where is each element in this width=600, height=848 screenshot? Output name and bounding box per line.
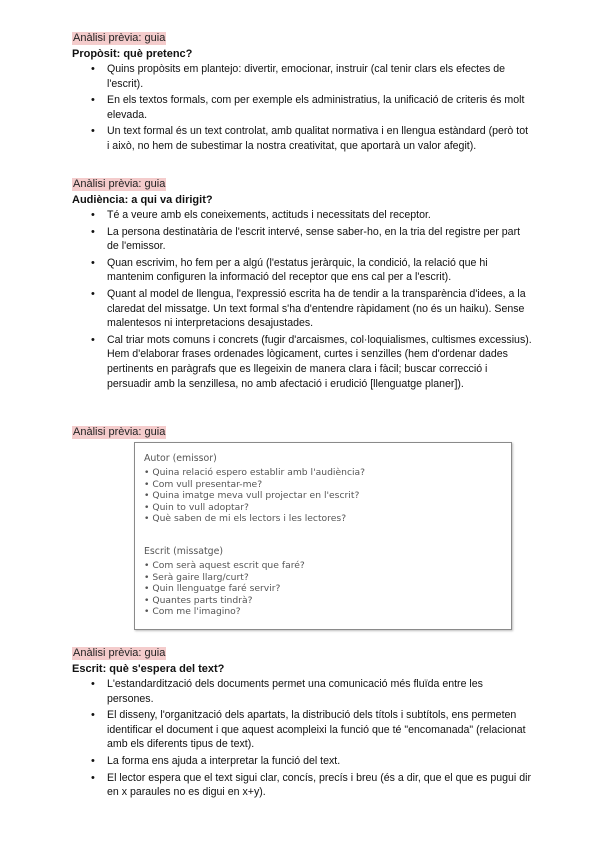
list-item: • El disseny, l'organització dels apartats, la distribució dels títols i subtítols, ens permeten identificar el document i que aquest acompleixi la funció que té "encomanada" (relacionat amb els diferents tipus de text).: [72, 708, 532, 752]
section-heading: Escrit: què s'espera del text?: [72, 663, 225, 675]
list-item: • La forma ens ajuda a interpretar la funció del text.: [72, 754, 532, 769]
figure-author-item: • Què saben de mi els lectors i les lectores?: [144, 513, 347, 525]
bullet-list: [72, 62, 532, 154]
figure-text-item: • Com serà aquest escrit que faré?: [144, 559, 305, 571]
guide-figure: [134, 442, 512, 630]
section-tag: Anàlisi prèvia: guia: [73, 426, 166, 438]
figure-text-item: • Quantes parts tindrà?: [144, 594, 253, 606]
figure-author-item: • Com vull presentar-me?: [144, 478, 263, 490]
list-item: • Un text formal és un text controlat, amb qualitat normativa i en llengua estàndard (però tot i això, no hem de subestimar la nostra creativitat, que aportarà un valor afegit).: [72, 124, 532, 153]
section-tag: Anàlisi prèvia: guia: [73, 178, 166, 190]
list-item: • Quant al model de llengua, l'expressió escrita ha de tendir a la transparència d'idees, a la claredat del missatge. Un text formal s'ha d'entendre ràpidament (no és un haiku). Sense malentesos ni interpretacions desajustades.: [72, 287, 532, 331]
bullet-list: [72, 677, 532, 800]
figure-text-title: Escrit (missatge): [144, 545, 224, 557]
list-item: • Té a veure amb els coneixements, actituds i necessitats del receptor.: [72, 208, 532, 223]
figure-author-title: Autor (emissor): [144, 453, 217, 464]
figure-text-item: • Serà gaire llarg/curt?: [144, 571, 249, 583]
figure-author-item: • Quin to vull adoptar?: [144, 501, 249, 513]
bullet-list: [72, 208, 532, 391]
list-item: • Cal triar mots comuns i concrets (fugir d'arcaismes, col·loquialismes, cultismes excessius). Hem d'elaborar frases ordenades lògicament, curtes i senzilles (hem d'ordenar dades pertinents en paràgrafs que es llegeixin de manera clara i fàcil; buscar correcció i persuadir amb la senzillesa, no amb afectació i erudició [llenguatge planer]).: [72, 333, 532, 391]
figure-author-item: • Quina imatge meva vull projectar en l'escrit?: [144, 490, 360, 502]
section-purpose: [72, 28, 532, 156]
figure-text-item: • Quin llenguatge faré servir?: [144, 583, 281, 595]
section-heading: Propòsit: què pretenc?: [72, 48, 193, 60]
list-item: • Quins propòsits em plantejo: divertir, emocionar, instruir (cal tenir clars els efectes de l'escrit).: [72, 62, 532, 91]
figure-author-item: • Quina relació espero establir amb l'audiència?: [144, 467, 366, 478]
section-tag: Anàlisi prèvia: guia: [73, 647, 166, 659]
list-item: • La persona destinatària de l'escrit intervé, sense saber-ho, en la tria del registre per part de l'emissor.: [72, 225, 532, 254]
list-item: • Quan escrivim, ho fem per a algú (l'estatus jeràrquic, la condició, la relació que hi mantenim configuren la informació del receptor que ens cal per a l'escrit).: [72, 256, 532, 285]
list-item: • En els textos formals, com per exemple els administratius, la unificació de criteris és molt elevada.: [72, 93, 532, 122]
section-tag: Anàlisi prèvia: guia: [73, 32, 166, 44]
list-item: • L'estandardització dels documents permet una comunicació més fluïda entre les persones.: [72, 677, 532, 706]
figure-text-item: • Com me l'imagino?: [144, 606, 241, 618]
section-heading: Audiència: a qui va dirigit?: [72, 194, 213, 206]
list-item: • El lector espera que el text sigui clar, concís, precís i breu (és a dir, que el que es pugui dir en x paraules no es digui en x+y).: [72, 771, 532, 800]
section-guide-figure: [72, 422, 532, 440]
section-text: [72, 643, 532, 802]
section-audience: [72, 174, 532, 393]
